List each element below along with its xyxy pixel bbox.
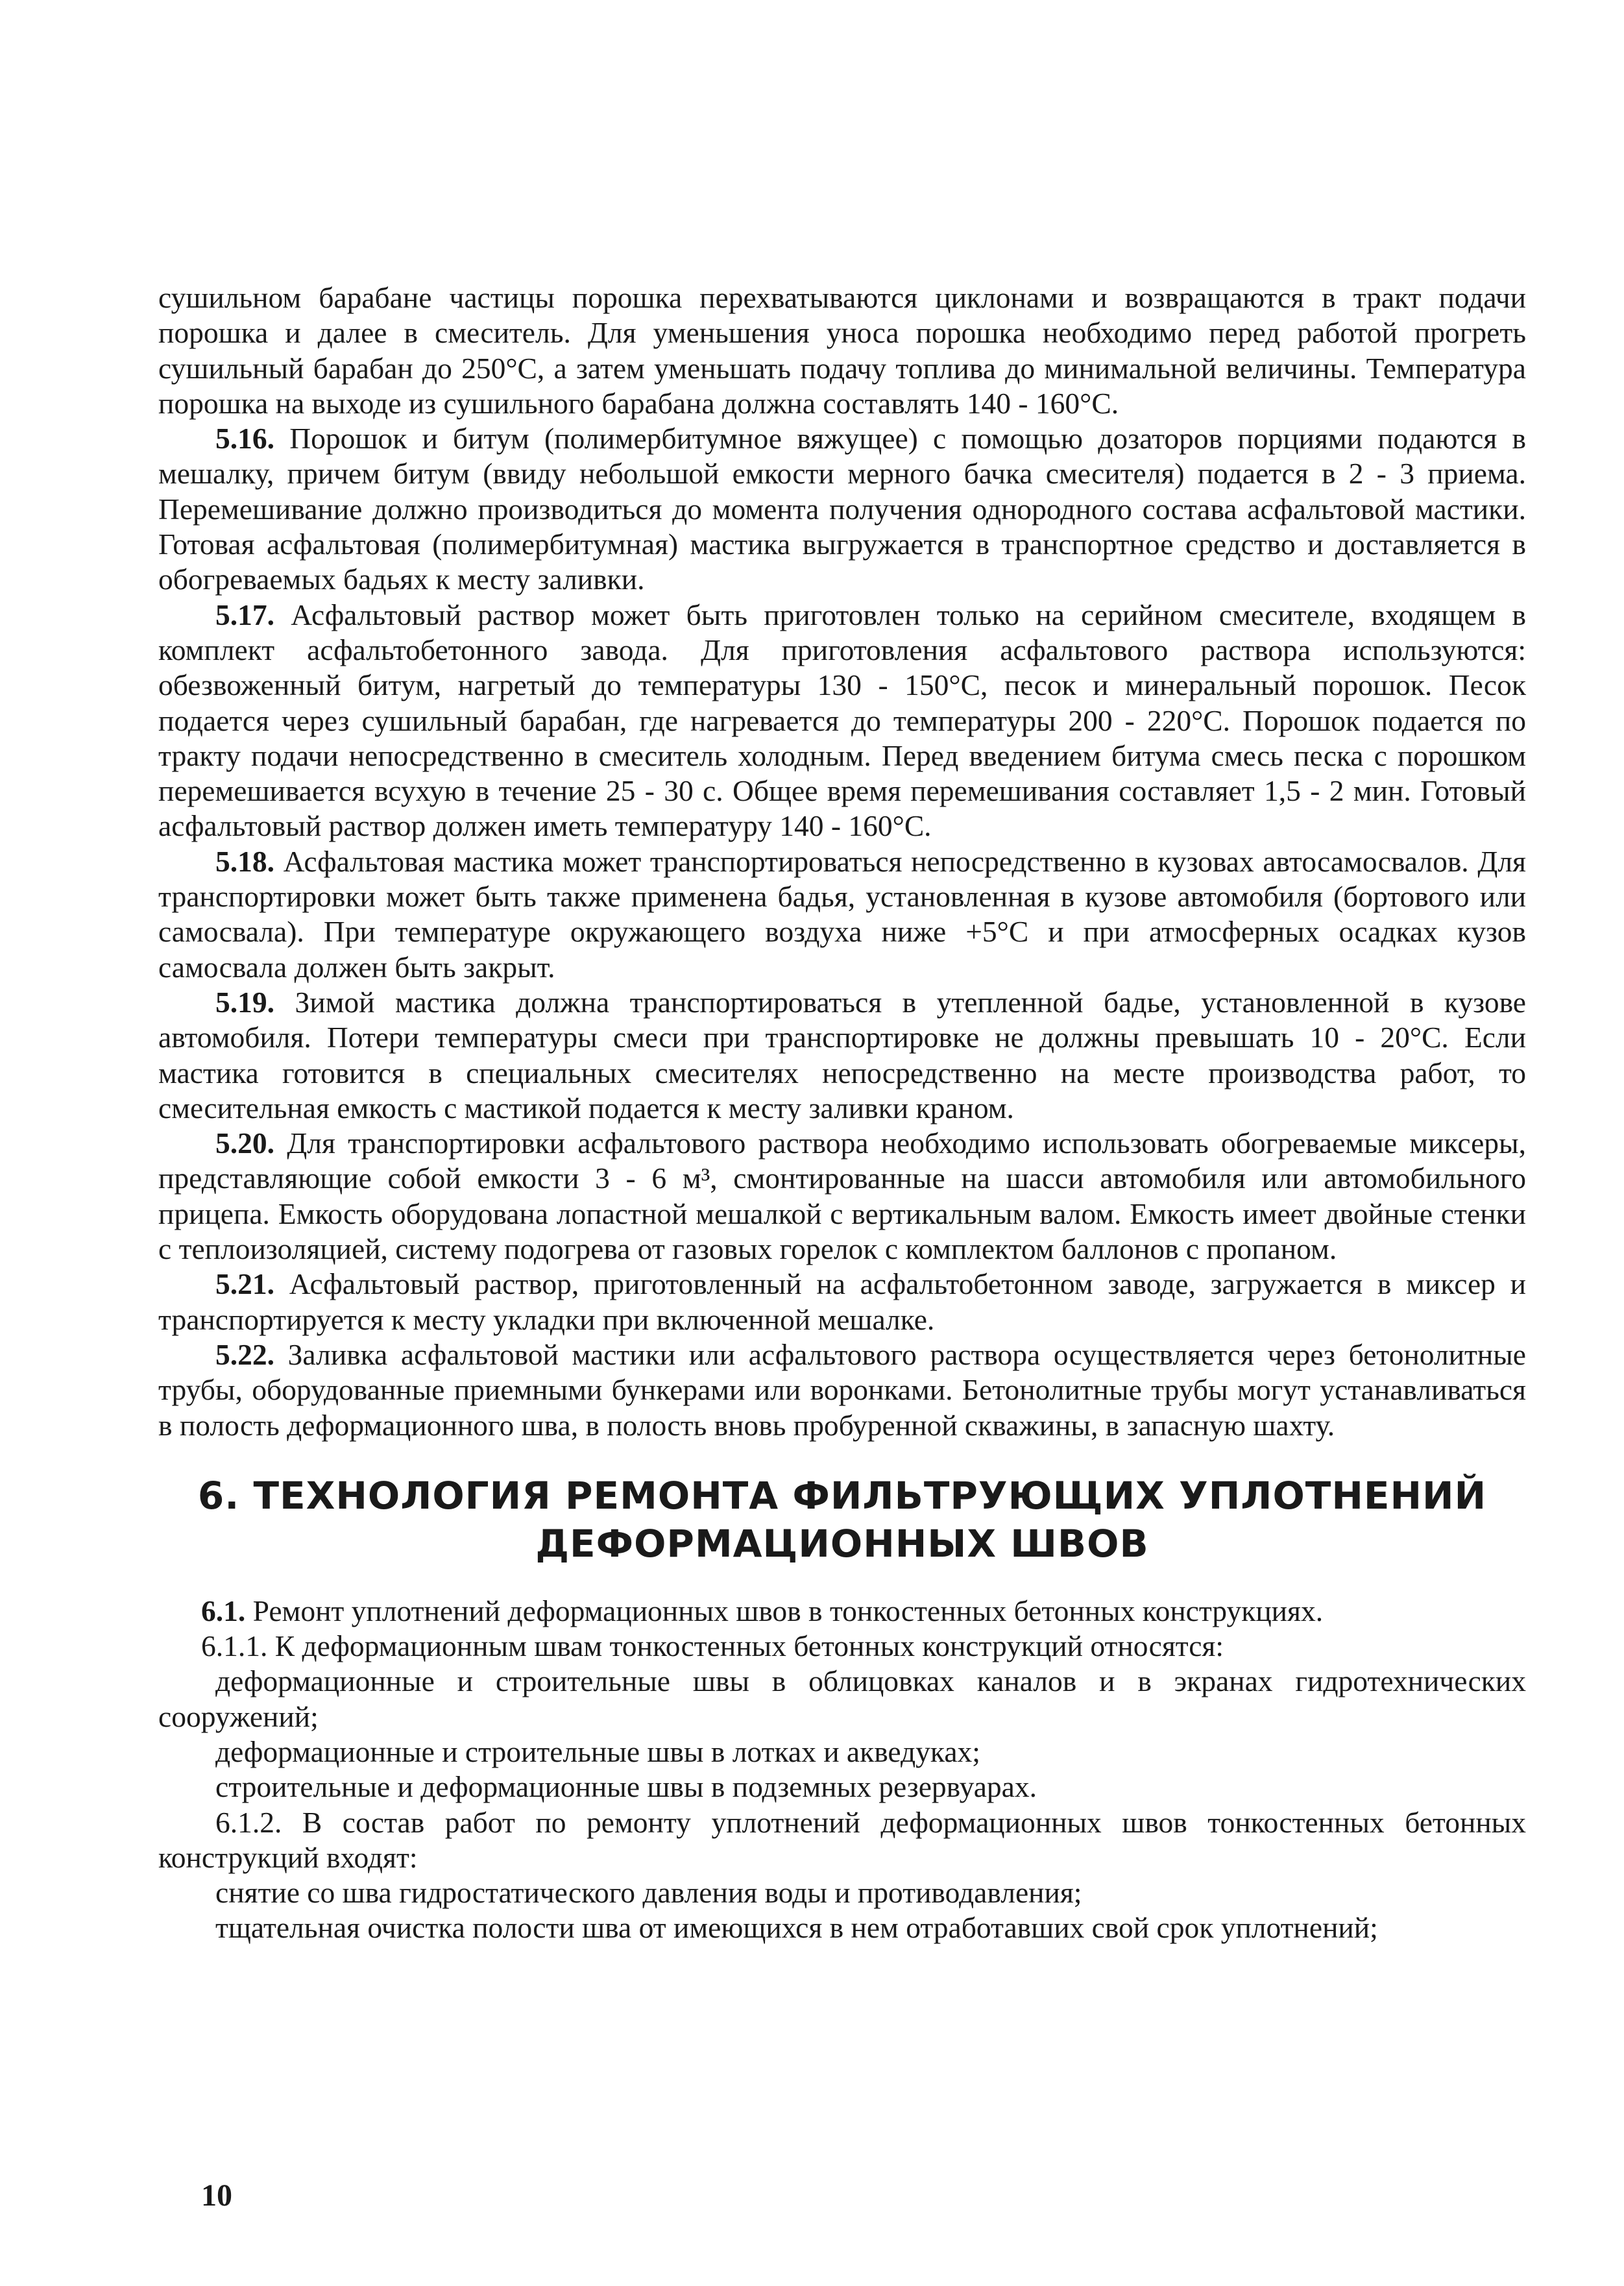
paragraph-number: 5.22. [215,1337,274,1371]
paragraph-p611c [158,1769,1526,1805]
text-block-top [158,280,1526,1443]
paragraph-number: 5.17. [215,598,274,631]
paragraph-p0 [158,280,1526,421]
paragraph-p516 [158,421,1526,597]
paragraph-text: строительные и деформационные швы в подземных резервуарах. [215,1770,1037,1804]
paragraph-text: сушильном барабане частицы порошка перехватываются циклонами и возвращаются в тракт подачи порошка и далее в смеситель. Для уменьшения уноса порошка необходимо перед работой прогреть сушильный барабан до 250°С, а затем уменьшать подачу топлива до минимальной величины. Температура порошка на выходе из сушильного барабана должна составлять 140 - 160°С. [158,281,1526,420]
text-block-bottom [158,1594,1526,1946]
paragraph-number: 5.20. [215,1126,274,1160]
paragraph-text: тщательная очистка полости шва от имеющихся в нем отработавших свой срок уплотнений; [215,1911,1378,1945]
section-title-line-2: ДЕФОРМАЦИОННЫХ ШВОВ [535,1521,1149,1566]
paragraph-text: Асфальтовый раствор может быть приготовлен только на серийном смесителе, входящем в комплект асфальтобетонного завода. Для приготовления асфальтового раствора используются: обезвоженный битум, нагретый до температуры 130 - 150°С, песок и минеральный порошок. Песок подается через сушильный барабан, где нагревается до температуры 200 - 220°С. Порошок подается по тракту подачи непосредственно в смеситель холодным. Перед введением битума смесь песка с порошком перемешивается всухую в течение 25 - 30 с. Общее время перемешивания составляет 1,5 - 2 мин. Готовый асфальтовый раствор должен иметь температуру 140 - 160°С. [158,598,1526,843]
paragraph-p612 [158,1805,1526,1876]
paragraph-text: Асфальтовая мастика может транспортироваться непосредственно в кузовах автосамосвалов. Для транспортировки может быть также применена бадья, установленная в кузове автомобиля (бортового или самосвала). При температуре окружающего воздуха ниже +5°С и при атмосферных осадках кузов самосвала должен быть закрыт. [158,844,1526,984]
paragraph-text: Порошок и битум (полимербитумное вяжущее) с помощью дозаторов порциями подаются в мешалку, причем битум (ввиду небольшой емкости мерного бачка смесителя) подается в 2 - 3 приема. Перемешивание должно производиться до момента получения однородного состава асфальтовой мастики. Готовая асфальтовая (полимербитумная) мастика выгружается в транспортное средство и доставляется в обогреваемых бадьях к месту заливки. [158,422,1526,596]
paragraph-text: Зимой мастика должна транспортироваться в утепленной бадье, установленной в кузове автомобиля. Потери температуры смеси при транспортировке не должны превышать 10 - 20°С. Если мастика готовится в специальных смесителях непосредственно на месте производства работ, то смесительная емкость с мастикой подается к месту заливки краном. [158,985,1526,1125]
paragraph-text: Заливка асфальтовой мастики или асфальтового раствора осуществляется через бетонолитные трубы, оборудованные приемными бункерами или воронками. Бетонолитные трубы могут устанавливаться в полость деформационного шва, в полость вновь пробуренной скважины, в запасную шахту. [158,1337,1526,1442]
paragraph-text: деформационные и строительные швы в лотках и акведуках; [215,1734,980,1768]
paragraph-p611 [158,1629,1526,1664]
paragraph-text: снятие со шва гидростатического давления воды и противодавления; [215,1876,1082,1910]
paragraph-p517 [158,598,1526,844]
paragraph-text: деформационные и строительные швы в облицовках каналов и в экранах гидротехнических сооружений; [158,1664,1526,1733]
paragraph-p611b [158,1734,1526,1769]
paragraph-p522 [158,1337,1526,1443]
paragraph-number: 5.21. [215,1267,274,1301]
paragraph-p519 [158,985,1526,1126]
page-content [158,280,1526,1946]
paragraph-number: 5.18. [215,844,274,878]
paragraph-p611a [158,1664,1526,1734]
page-number: 10 [201,2178,232,2213]
paragraph-p612a [158,1875,1526,1910]
paragraph-p521 [158,1267,1526,1337]
paragraph-p61 [158,1594,1526,1629]
paragraph-number: 5.16. [215,422,274,456]
paragraph-text: Асфальтовый раствор, приготовленный на асфальтобетонном заводе, загружается в миксер и транспортируется к месту укладки при включенной мешалке. [158,1267,1526,1336]
section-title-line-1: 6. ТЕХНОЛОГИЯ РЕМОНТА ФИЛЬТРУЮЩИХ УПЛОТНЕНИЙ [197,1473,1487,1518]
paragraph-number: 6.1. [201,1594,246,1627]
paragraph-p520 [158,1126,1526,1267]
paragraph-p518 [158,844,1526,985]
paragraph-text: 6.1.2. В состав работ по ремонту уплотнений деформационных швов тонкостенных бетонных конструкций входят: [158,1805,1526,1874]
paragraph-text: Ремонт уплотнений деформационных швов в тонкостенных бетонных конструкциях. [245,1594,1324,1627]
paragraph-p612b [158,1910,1526,1945]
section-title [158,1472,1526,1568]
paragraph-text: 6.1.1. К деформационным швам тонкостенных бетонных конструкций относятся: [201,1629,1224,1663]
paragraph-number: 5.19. [215,985,274,1019]
paragraph-text: Для транспортировки асфальтового раствора необходимо использовать обогреваемые миксеры, представляющие собой емкости 3 - 6 м³, смонтированные на шасси автомобиля или автомобильного прицепа. Емкость оборудована лопастной мешалкой с вертикальным валом. Емкость имеет двойные стенки с теплоизоляцией, систему подогрева от газовых горелок с комплектом баллонов с пропаном. [158,1126,1526,1266]
